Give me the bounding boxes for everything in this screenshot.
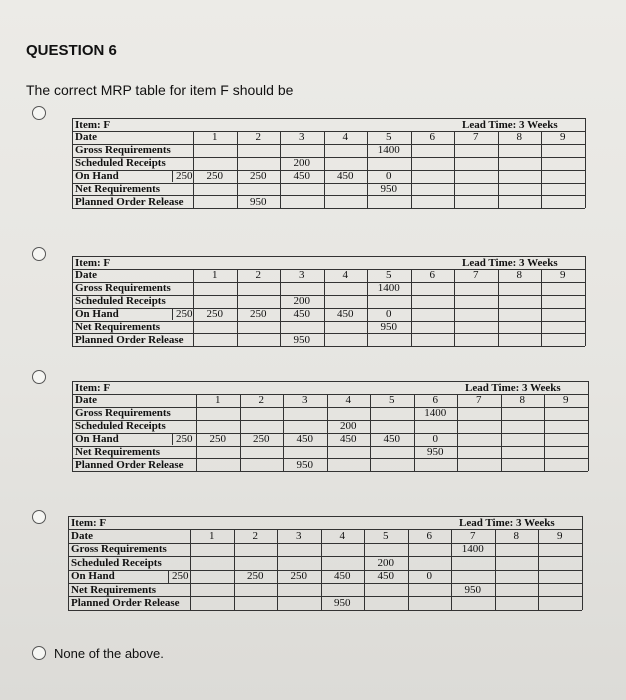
table-border — [72, 346, 585, 347]
row-label: On Hand — [75, 308, 119, 321]
row-label: Planned Order Release — [75, 333, 184, 346]
table-border — [585, 118, 586, 208]
date-cell: 7 — [470, 529, 476, 542]
date-cell: 8 — [516, 131, 522, 144]
date-cell: 4 — [342, 131, 348, 144]
on-hand-cell: 450 — [296, 433, 313, 446]
table-border — [585, 256, 586, 346]
date-cell: 1 — [212, 131, 218, 144]
on-hand-cell: 250 — [206, 308, 223, 321]
row-label: On Hand — [75, 433, 119, 446]
date-cell: 2 — [255, 131, 261, 144]
row-label: Scheduled Receipts — [75, 295, 166, 308]
table-border — [588, 381, 589, 471]
date-cell: 6 — [429, 269, 435, 282]
question-prompt: The correct MRP table for item F should be — [26, 82, 294, 98]
on-hand-cell: 250 — [250, 170, 267, 183]
lead-time-label: Lead Time: 3 Weeks — [465, 381, 561, 394]
column-divider — [172, 170, 173, 183]
on-hand-cell: 450 — [383, 433, 400, 446]
date-cell: 4 — [342, 269, 348, 282]
date-cell: 8 — [513, 529, 519, 542]
on-hand-initial: 250 — [176, 433, 193, 446]
date-cell: 5 — [386, 131, 392, 144]
on-hand-cell: 450 — [334, 570, 351, 583]
date-cell: 6 — [429, 131, 435, 144]
date-cell: 3 — [299, 131, 305, 144]
row-label: Planned Order Release — [75, 195, 184, 208]
row-label: Gross Requirements — [75, 144, 171, 157]
lead-time-label: Lead Time: 3 Weeks — [459, 516, 555, 529]
date-cell: 5 — [383, 529, 389, 542]
scheduled-cell: 200 — [293, 295, 310, 308]
on-hand-cell: 450 — [293, 308, 310, 321]
date-cell: 5 — [386, 269, 392, 282]
row-label: Scheduled Receipts — [71, 556, 162, 569]
date-cell: 1 — [215, 394, 221, 407]
on-hand-initial: 250 — [176, 170, 193, 183]
row-label: Net Requirements — [75, 183, 161, 195]
row-label: Item: F — [75, 381, 111, 394]
on-hand-cell: 250 — [253, 433, 270, 446]
on-hand-cell: 0 — [386, 170, 392, 183]
date-cell: 7 — [473, 131, 479, 144]
on-hand-cell: 450 — [377, 570, 394, 583]
row-label: Net Requirements — [71, 583, 157, 596]
net-cell: 950 — [464, 583, 481, 596]
on-hand-cell: 450 — [337, 308, 354, 321]
release-cell: 950 — [334, 596, 351, 609]
date-cell: 6 — [432, 394, 438, 407]
date-cell: 9 — [557, 529, 563, 542]
date-cell: 4 — [345, 394, 351, 407]
option-none-radio[interactable] — [32, 646, 46, 660]
row-label: Gross Requirements — [75, 407, 171, 420]
row-label: Scheduled Receipts — [75, 157, 166, 170]
on-hand-initial: 250 — [172, 570, 189, 583]
release-cell: 950 — [293, 333, 310, 346]
on-hand-cell: 0 — [386, 308, 392, 321]
column-divider — [172, 433, 173, 446]
on-hand-cell: 450 — [337, 170, 354, 183]
net-cell: 950 — [380, 183, 397, 195]
on-hand-cell: 250 — [250, 308, 267, 321]
on-hand-cell: 0 — [426, 570, 432, 583]
date-cell: 9 — [563, 394, 569, 407]
date-cell: 6 — [426, 529, 432, 542]
date-cell: 9 — [560, 131, 566, 144]
table-border — [68, 610, 582, 611]
option-1-radio[interactable] — [32, 106, 46, 120]
on-hand-cell: 450 — [340, 433, 357, 446]
row-label: Item: F — [75, 118, 111, 131]
row-label: Date — [71, 529, 93, 542]
option-3-radio[interactable] — [32, 370, 46, 384]
date-cell: 3 — [302, 394, 308, 407]
on-hand-cell: 0 — [432, 433, 438, 446]
date-cell: 7 — [473, 269, 479, 282]
net-cell: 950 — [427, 446, 444, 458]
lead-time-label: Lead Time: 3 Weeks — [462, 256, 558, 269]
row-label: Planned Order Release — [75, 458, 184, 471]
column-divider — [172, 308, 173, 321]
row-label: Item: F — [71, 516, 107, 529]
on-hand-cell: 250 — [290, 570, 307, 583]
row-label: Date — [75, 131, 97, 144]
row-label: Net Requirements — [75, 446, 161, 458]
date-cell: 9 — [560, 269, 566, 282]
date-cell: 8 — [519, 394, 525, 407]
row-label: Gross Requirements — [75, 282, 171, 295]
lead-time-label: Lead Time: 3 Weeks — [462, 118, 558, 131]
row-label: Gross Requirements — [71, 543, 167, 556]
question-title: QUESTION 6 — [26, 42, 117, 59]
table-border — [582, 516, 583, 610]
option-2-radio[interactable] — [32, 247, 46, 261]
gross-cell: 1400 — [424, 407, 447, 420]
release-cell: 950 — [250, 195, 267, 208]
date-cell: 1 — [209, 529, 215, 542]
on-hand-initial: 250 — [176, 308, 193, 321]
row-label: Date — [75, 269, 97, 282]
date-cell: 2 — [258, 394, 264, 407]
date-cell: 2 — [252, 529, 258, 542]
gross-cell: 1400 — [377, 144, 400, 157]
net-cell: 950 — [380, 321, 397, 333]
table-border — [72, 208, 585, 209]
gross-cell: 1400 — [377, 282, 400, 295]
date-cell: 3 — [296, 529, 302, 542]
scheduled-cell: 200 — [340, 420, 357, 433]
on-hand-cell: 250 — [247, 570, 264, 583]
row-label: On Hand — [75, 170, 119, 183]
on-hand-cell: 250 — [209, 433, 226, 446]
on-hand-cell: 250 — [206, 170, 223, 183]
row-label: Scheduled Receipts — [75, 420, 166, 433]
option-4-radio[interactable] — [32, 510, 46, 524]
date-cell: 1 — [212, 269, 218, 282]
gross-cell: 1400 — [461, 543, 484, 556]
date-cell: 4 — [339, 529, 345, 542]
on-hand-cell: 450 — [293, 170, 310, 183]
scheduled-cell: 200 — [293, 157, 310, 170]
date-cell: 5 — [389, 394, 395, 407]
row-label: Date — [75, 394, 97, 407]
date-cell: 8 — [516, 269, 522, 282]
release-cell: 950 — [296, 458, 313, 471]
date-cell: 7 — [476, 394, 482, 407]
row-label: Item: F — [75, 256, 111, 269]
row-label: Planned Order Release — [71, 596, 180, 609]
row-label: On Hand — [71, 570, 115, 583]
date-cell: 3 — [299, 269, 305, 282]
option-none-label: None of the above. — [54, 646, 164, 661]
column-divider — [168, 570, 169, 583]
table-border — [72, 471, 588, 472]
scheduled-cell: 200 — [377, 556, 394, 569]
row-label: Net Requirements — [75, 321, 161, 333]
date-cell: 2 — [255, 269, 261, 282]
